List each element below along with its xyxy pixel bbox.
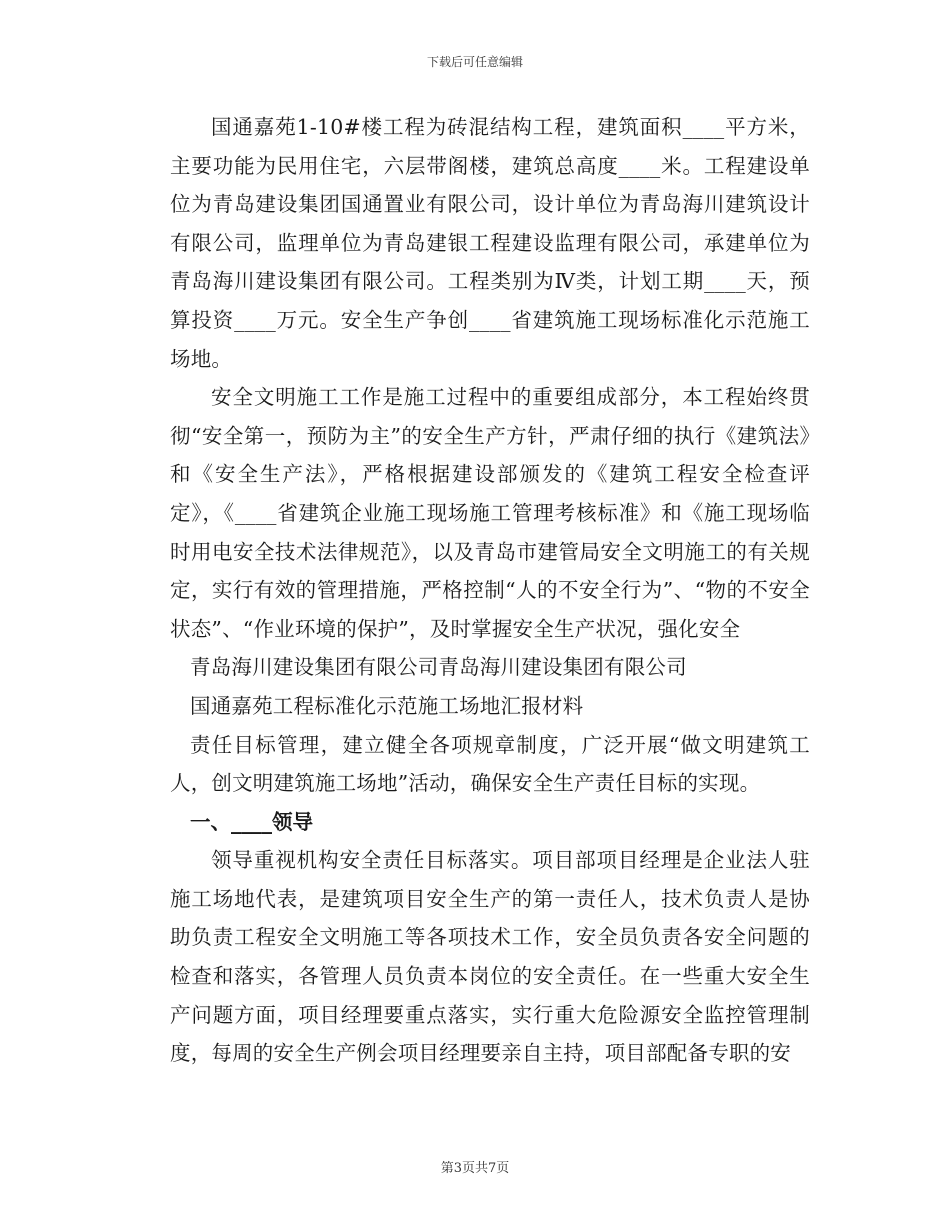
company-name-line: 青岛海川建设集团有限公司青岛海川建设集团有限公司 (190, 655, 687, 680)
page-number: 第3页共7页 (440, 1161, 510, 1176)
paragraph-safety-policy: 安全文明施工工作是施工过程中的重要组成部分，本工程始终贯彻“安全第一，预防为主”的安全生产方针，严肃仔细的执行《建筑法》和《安全生产法》，严格根据建设部颁发的《建筑工程安全检查评定》，《____省建筑企业施工现场施工管理考核标准》和《施工现场临时用电安全技术法律规范》，以及青岛市建管局安全文明施工的有关规定，实行有效的管理措施，严格控制“人的不安全行为”、“物的不安全状态”、“作业环境的保护”，及时掌握安全生产状况，强化安全 (170, 385, 810, 641)
paragraph-project-overview: 国通嘉苑1-10#楼工程为砖混结构工程，建筑面积____平方米，主要功能为民用住宅，六层带阁楼，建筑总高度____米。工程建设单位为青岛建设集团国通置业有限公司，设计单位为青岛海川建筑设计有限公司，监理单位为青岛建银工程建设监理有限公司，承建单位为青岛海川建设集团有限公司。工程类别为Ⅳ类，计划工期____天，预算投资____万元。安全生产争创____省建筑施工现场标准化示范施工场地。 (170, 115, 810, 371)
paragraph-responsibility-text: 责任目标管理，建立健全各项规章制度，广泛开展“做文明建筑工人，创文明建筑施工场地”活动，确保安全生产责任目标的实现。 (170, 732, 810, 796)
paragraph-leadership: 领导重视机构安全责任目标落实。项目部项目经理是企业法人驻施工场地代表，是建筑项目安全生产的第一责任人，技术负责人是协助负责工程安全文明施工等各项技术工作，安全员负责各安全问题的检查和落实，各管理人员负责本岗位的安全责任。在一些重大安全生产问题方面，项目经理要重点落实，实行重大危险源安全监控管理制度，每周的安全生产例会项目经理要亲自主持，项目部配备专职的安 (170, 848, 810, 1066)
page-header: 下载后可任意编辑 (426, 55, 523, 69)
report-title-line: 国通嘉苑工程标准化示范施工场地汇报材料 (190, 693, 584, 718)
section-heading-leadership: 一、____领导 (190, 809, 313, 834)
paragraph-responsibility (170, 726, 810, 803)
document-body (170, 108, 810, 1073)
